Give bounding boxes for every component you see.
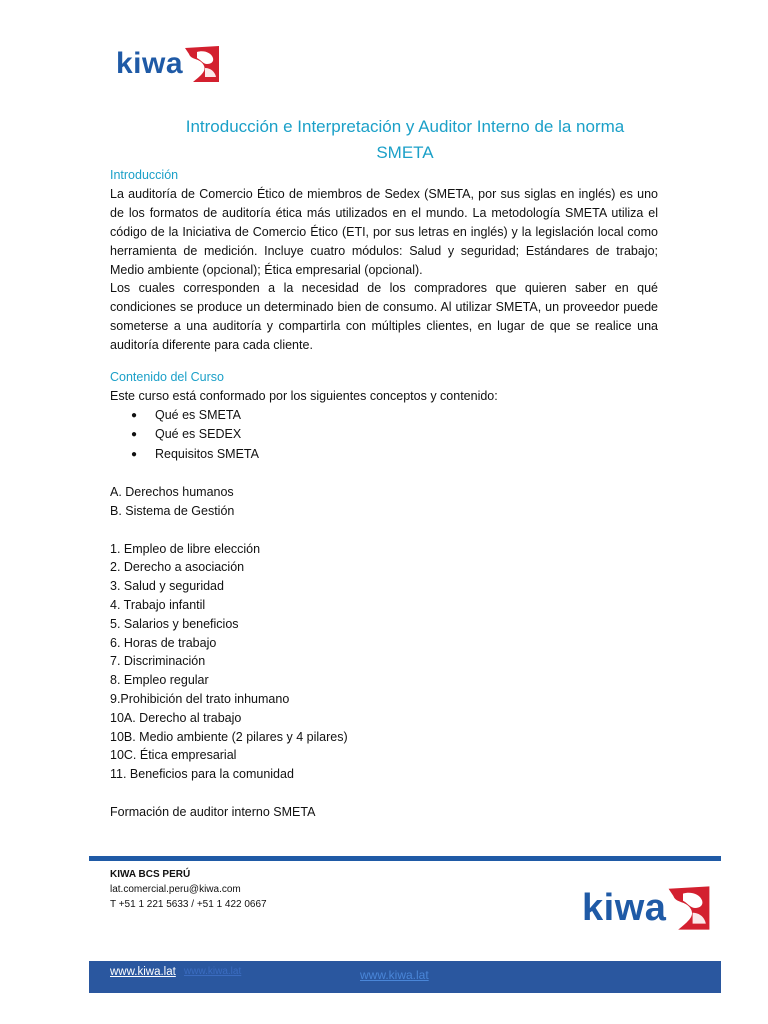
numbered-item: 10C. Ética empresarial [110,748,237,763]
numbered-item: 5. Salarios y beneficios [110,616,239,631]
logo-wordmark: kiwa [582,887,667,929]
intro-heading: Introducción [110,168,179,182]
numbered-item: 6. Horas de trabajo [110,635,217,650]
numbered-item: 4. Trabajo infantil [110,598,206,613]
footer-email[interactable]: lat.comercial.peru@kiwa.com [110,884,241,895]
numbered-item: 11. Beneficios para la comunidad [110,767,294,782]
numbered-item: 9.Prohibición del trato inhumano [110,692,290,706]
numbered-item: 10B. Medio ambiente (2 pilares y 4 pilares) [110,729,348,744]
numbered-item: 3. Salud y seguridad [110,579,224,594]
bullet-item: ● Qué es SMETA [110,406,658,426]
numbered-item: 10A. Derecho al trabajo [110,710,242,725]
document-title [150,114,660,166]
course-lead: Este curso está conformado por los siguientes conceptos y contenido: [110,388,498,403]
numbered-list [110,540,658,784]
title-line-1: Introducción e Interpretación y Auditor Interno de la norma [185,117,625,136]
numbered-item: 8. Empleo regular [110,673,209,688]
title-line-2: SMETA [376,143,434,162]
footer-divider [89,856,721,861]
footer-contact [110,867,267,912]
document-body [110,166,658,822]
beaver-icon [183,44,221,84]
lettered-item: A. Derechos humanos [110,485,234,500]
website-link-center[interactable]: www.kiwa.lat [360,968,429,982]
intro-paragraph-1: La auditoría de Comercio Ético de miembros de Sedex (SMETA, por sus siglas en inglés) es uno de los formatos de auditoría ética más utilizados en el mundo. La metodología SMETA utiliza el código de la Iniciativa de Comercio Ético (ETI, por sus letras en inglés) y la legislación local como herramienta de medición. Incluye cuatro módulos: Salud y seguridad; Estándares de trabajo; Medio ambiente (opcional); Ética empresarial (opcional). [110,186,658,277]
lettered-list [110,483,658,521]
numbered-item: 1. Empleo de libre elección [110,541,261,556]
lettered-item: B. Sistema de Gestión [110,504,235,519]
numbered-item: 2. Derecho a asociación [110,560,245,575]
kiwa-logo-header [116,44,221,84]
course-heading: Contenido del Curso [110,370,224,385]
course-bullet-list [110,406,658,465]
numbered-item: 7. Discriminación [110,654,206,669]
bullet-item: ● Qué es SEDEX [110,425,658,445]
footer-phone: T +51 1 221 5633 / +51 1 422 0667 [110,899,267,910]
website-link-secondary[interactable]: www.kiwa.lat [184,966,242,977]
kiwa-logo-footer [582,884,712,932]
closing-line: Formación de auditor interno SMETA [110,804,316,819]
intro-paragraph-2: Los cuales corresponden a la necesidad de los compradores que quieren saber en qué condiciones se produce un determinado bien de consumo. Al utilizar SMETA, un proveedor puede someterse a una auditoría y compartirla con múltiples clientes, en lugar de que se realice una auditoría diferente para cada cliente. [110,281,658,353]
website-link[interactable]: www.kiwa.lat [110,966,176,978]
logo-wordmark: kiwa [116,47,184,80]
bullet-item: ● Requisitos SMETA [110,445,658,465]
footer-company: KIWA BCS PERÚ [110,869,191,880]
beaver-icon [666,884,712,932]
